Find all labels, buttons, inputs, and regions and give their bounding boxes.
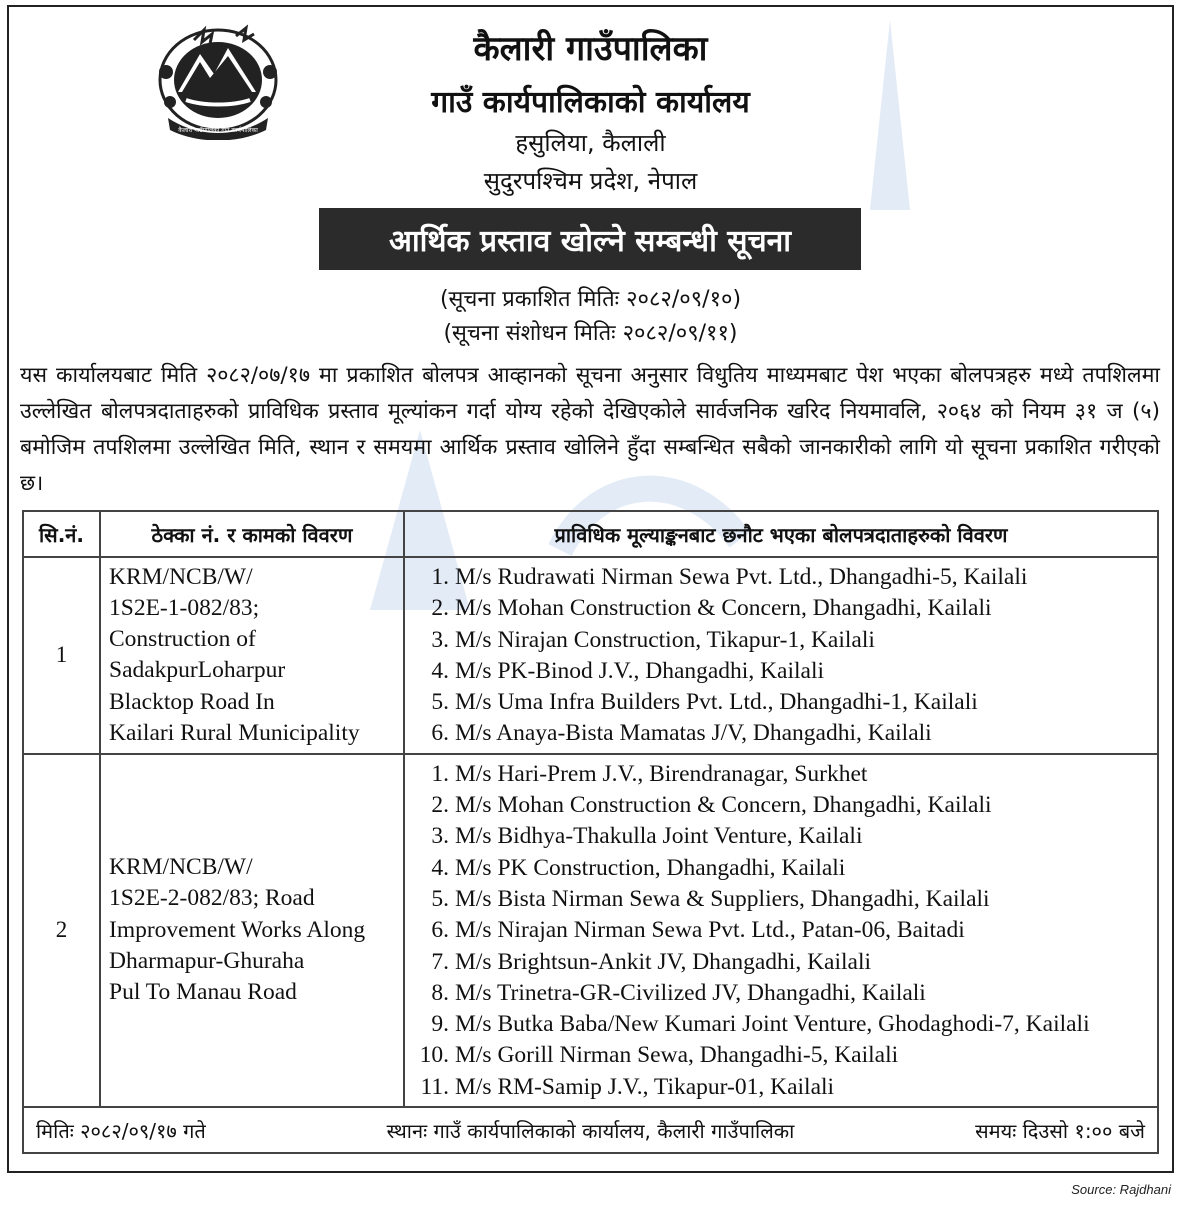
bidder-name: M/s Hari-Prem J.V., Birendranagar, Surkhet xyxy=(455,760,868,787)
list-item xyxy=(411,718,1157,749)
bidder-name: M/s Trinetra-GR-Civilized JV, Dhangadhi, Kailali xyxy=(455,979,926,1006)
contract-description xyxy=(100,754,404,1107)
list-item xyxy=(411,656,1157,687)
contract-description-line: KRM/NCB/W/ xyxy=(109,563,253,590)
opening-time: समयः दिउसो १:०० बजे xyxy=(975,1118,1145,1143)
list-item xyxy=(411,1040,1157,1071)
source-credit: Source: Rajdhani xyxy=(1071,1182,1171,1197)
row-serial-no: 2 xyxy=(23,754,100,1107)
bidder-number: 10. xyxy=(419,1042,449,1069)
office-location: हसुलिया, कैलाली xyxy=(515,129,666,157)
contract-description-line: Blacktop Road In xyxy=(109,688,275,715)
bidder-list xyxy=(411,562,1157,750)
contract-description-line: Construction of xyxy=(109,626,256,653)
bidder-number: 6. xyxy=(431,917,449,944)
bidder-name: M/s RM-Samip J.V., Tikapur-01, Kailali xyxy=(455,1073,835,1100)
header-serial-no: सि.नं. xyxy=(23,511,100,557)
bidder-number: 2. xyxy=(431,792,449,819)
bidder-number: 7. xyxy=(431,948,449,975)
notice-title-banner: आर्थिक प्रस्ताव खोल्ने सम्बन्धी सूचना xyxy=(319,208,861,270)
bidder-name: M/s Brightsun-Ankit JV, Dhangadhi, Kailali xyxy=(455,948,872,975)
bidder-number: 4. xyxy=(431,657,449,684)
list-item xyxy=(411,1072,1157,1103)
table-header-row xyxy=(23,511,1158,557)
list-item xyxy=(411,947,1157,978)
bidder-name: M/s Uma Infra Builders Pvt. Ltd., Dhangadhi-1, Kailali xyxy=(455,689,978,716)
table-row xyxy=(23,754,1158,1107)
list-item xyxy=(411,562,1157,593)
list-item xyxy=(411,625,1157,656)
bidder-name: M/s Rudrawati Nirman Sewa Pvt. Ltd., Dhangadhi-5, Kailali xyxy=(455,564,1028,590)
bidder-number: 3. xyxy=(431,626,449,653)
bidders-table xyxy=(22,510,1159,1154)
bidder-number: 1. xyxy=(431,760,449,787)
contract-description-line: 1S2E-1-082/83; xyxy=(109,594,260,621)
bidder-number: 4. xyxy=(431,854,449,881)
list-item xyxy=(411,821,1157,852)
list-item xyxy=(411,593,1157,624)
bidder-number: 5. xyxy=(431,689,449,716)
list-item xyxy=(411,884,1157,915)
bidder-name: M/s Mohan Construction & Concern, Dhangadhi, Kailali xyxy=(455,595,992,622)
contract-description-line: Dharmapur-Ghuraha xyxy=(109,948,305,975)
header-bidder-details: प्राविधिक मूल्याङ्कनबाट छनौट भएका बोलपत्रदाताहरुको विवरण xyxy=(404,511,1158,557)
list-item xyxy=(411,1009,1157,1040)
list-item xyxy=(411,687,1157,718)
bidder-name: M/s PK-Binod J.V., Dhangadhi, Kailali xyxy=(455,657,825,684)
bidder-number: 8. xyxy=(431,979,449,1006)
bidder-number: 5. xyxy=(431,885,449,912)
bidder-name: M/s Bidhya-Thakulla Joint Venture, Kailali xyxy=(455,823,863,850)
opening-place: स्थानः गाउँ कार्यपालिकाको कार्यालय, कैलारी गाउँपालिका xyxy=(386,1118,795,1143)
bidder-number: 3. xyxy=(431,823,449,850)
amended-date: (सूचना संशोधन मितिः २०८२/०९/११) xyxy=(443,321,738,346)
list-item xyxy=(411,853,1157,884)
header-contract-details: ठेक्का नं. र कामको विवरण xyxy=(100,511,404,557)
bidder-name: M/s Nirajan Construction, Tikapur-1, Kailali xyxy=(455,626,875,653)
list-item xyxy=(411,790,1157,821)
bidder-number: 1. xyxy=(431,564,449,590)
bidder-name: M/s Mohan Construction & Concern, Dhangadhi, Kailali xyxy=(455,792,992,819)
svg-text:कैलारी गाउँपालिका गाउँ कार्यपा: कैलारी गाउँपालिका गाउँ कार्यपालिका xyxy=(178,127,258,134)
table-row xyxy=(23,557,1158,754)
list-item xyxy=(411,978,1157,1009)
published-date: (सूचना प्रकाशित मितिः २०८२/०९/१०) xyxy=(439,287,742,312)
opening-date: मितिः २०८२/०९/१७ गते xyxy=(36,1118,206,1143)
bidder-number: 9. xyxy=(431,1011,449,1038)
contract-description-line: Kailari Rural Municipality xyxy=(109,719,360,746)
bidder-name: M/s Nirajan Nirman Sewa Pvt. Ltd., Patan-06, Baitadi xyxy=(455,917,965,944)
list-item xyxy=(411,759,1157,790)
bidder-name: M/s Anaya-Bista Mamatas J/V, Dhangadhi, Kailali xyxy=(455,720,932,747)
contract-description-line: KRM/NCB/W/ xyxy=(109,854,253,881)
row-serial-no: 1 xyxy=(23,557,100,754)
contract-description-line: SadakpurLoharpur xyxy=(109,657,286,684)
contract-description-line: Improvement Works Along xyxy=(109,916,366,943)
bidder-name: M/s Gorill Nirman Sewa, Dhangadhi-5, Kailali xyxy=(455,1042,899,1069)
bidder-list xyxy=(411,759,1157,1103)
contract-description-line: Pul To Manau Road xyxy=(109,979,297,1006)
municipality-name: कैलारी गाउँपालिका xyxy=(473,29,708,69)
bidder-number: 6. xyxy=(431,720,449,747)
bidder-name: M/s Bista Nirman Sewa & Suppliers, Dhangadhi, Kailali xyxy=(455,885,990,912)
schedule-row xyxy=(23,1107,1158,1153)
office-name: गाउँ कार्यपालिकाको कार्यालय xyxy=(431,85,750,120)
bidder-list-cell xyxy=(404,557,1158,754)
bidder-number: 2. xyxy=(431,595,449,622)
bidder-list-cell xyxy=(404,754,1158,1107)
bidder-name: M/s Butka Baba/New Kumari Joint Venture, Ghodaghodi-7, Kailali xyxy=(455,1011,1090,1038)
province-country: सुदुरपश्चिम प्रदेश, नेपाल xyxy=(483,167,698,195)
contract-description-line: 1S2E-2-082/83; Road xyxy=(109,885,315,912)
bidder-name: M/s PK Construction, Dhangadhi, Kailali xyxy=(455,854,846,881)
notice-body-text: यस कार्यालयबाट मिति २०८२/०७/१७ मा प्रकाशित बोलपत्र आव्हानको सूचना अनुसार विधुतिय माध्यमबाट पेश भएका बोलपत्रहरु मध्ये तपशिलमा उल्लेखित बोलपत्रदाताहरुको प्राविधिक प्रस्ताव मूल्यांकन गर्दा योग्य रहेको देखिएकोले सार्वजनिक खरिद नियमावलि, २०६४ को नियम ३१ ज (५) बमोजिम तपशिलमा उल्लेखित मिति, स्थान र समयमा आर्थिक प्रस्ताव खोलिने हुँदा सम्बन्धित सबैको जानकारीको लागि यो सूचना प्रकाशित गरीएको छ। xyxy=(20,363,1160,496)
contract-description xyxy=(100,557,404,754)
list-item xyxy=(411,915,1157,946)
bidder-number: 11. xyxy=(420,1073,449,1100)
